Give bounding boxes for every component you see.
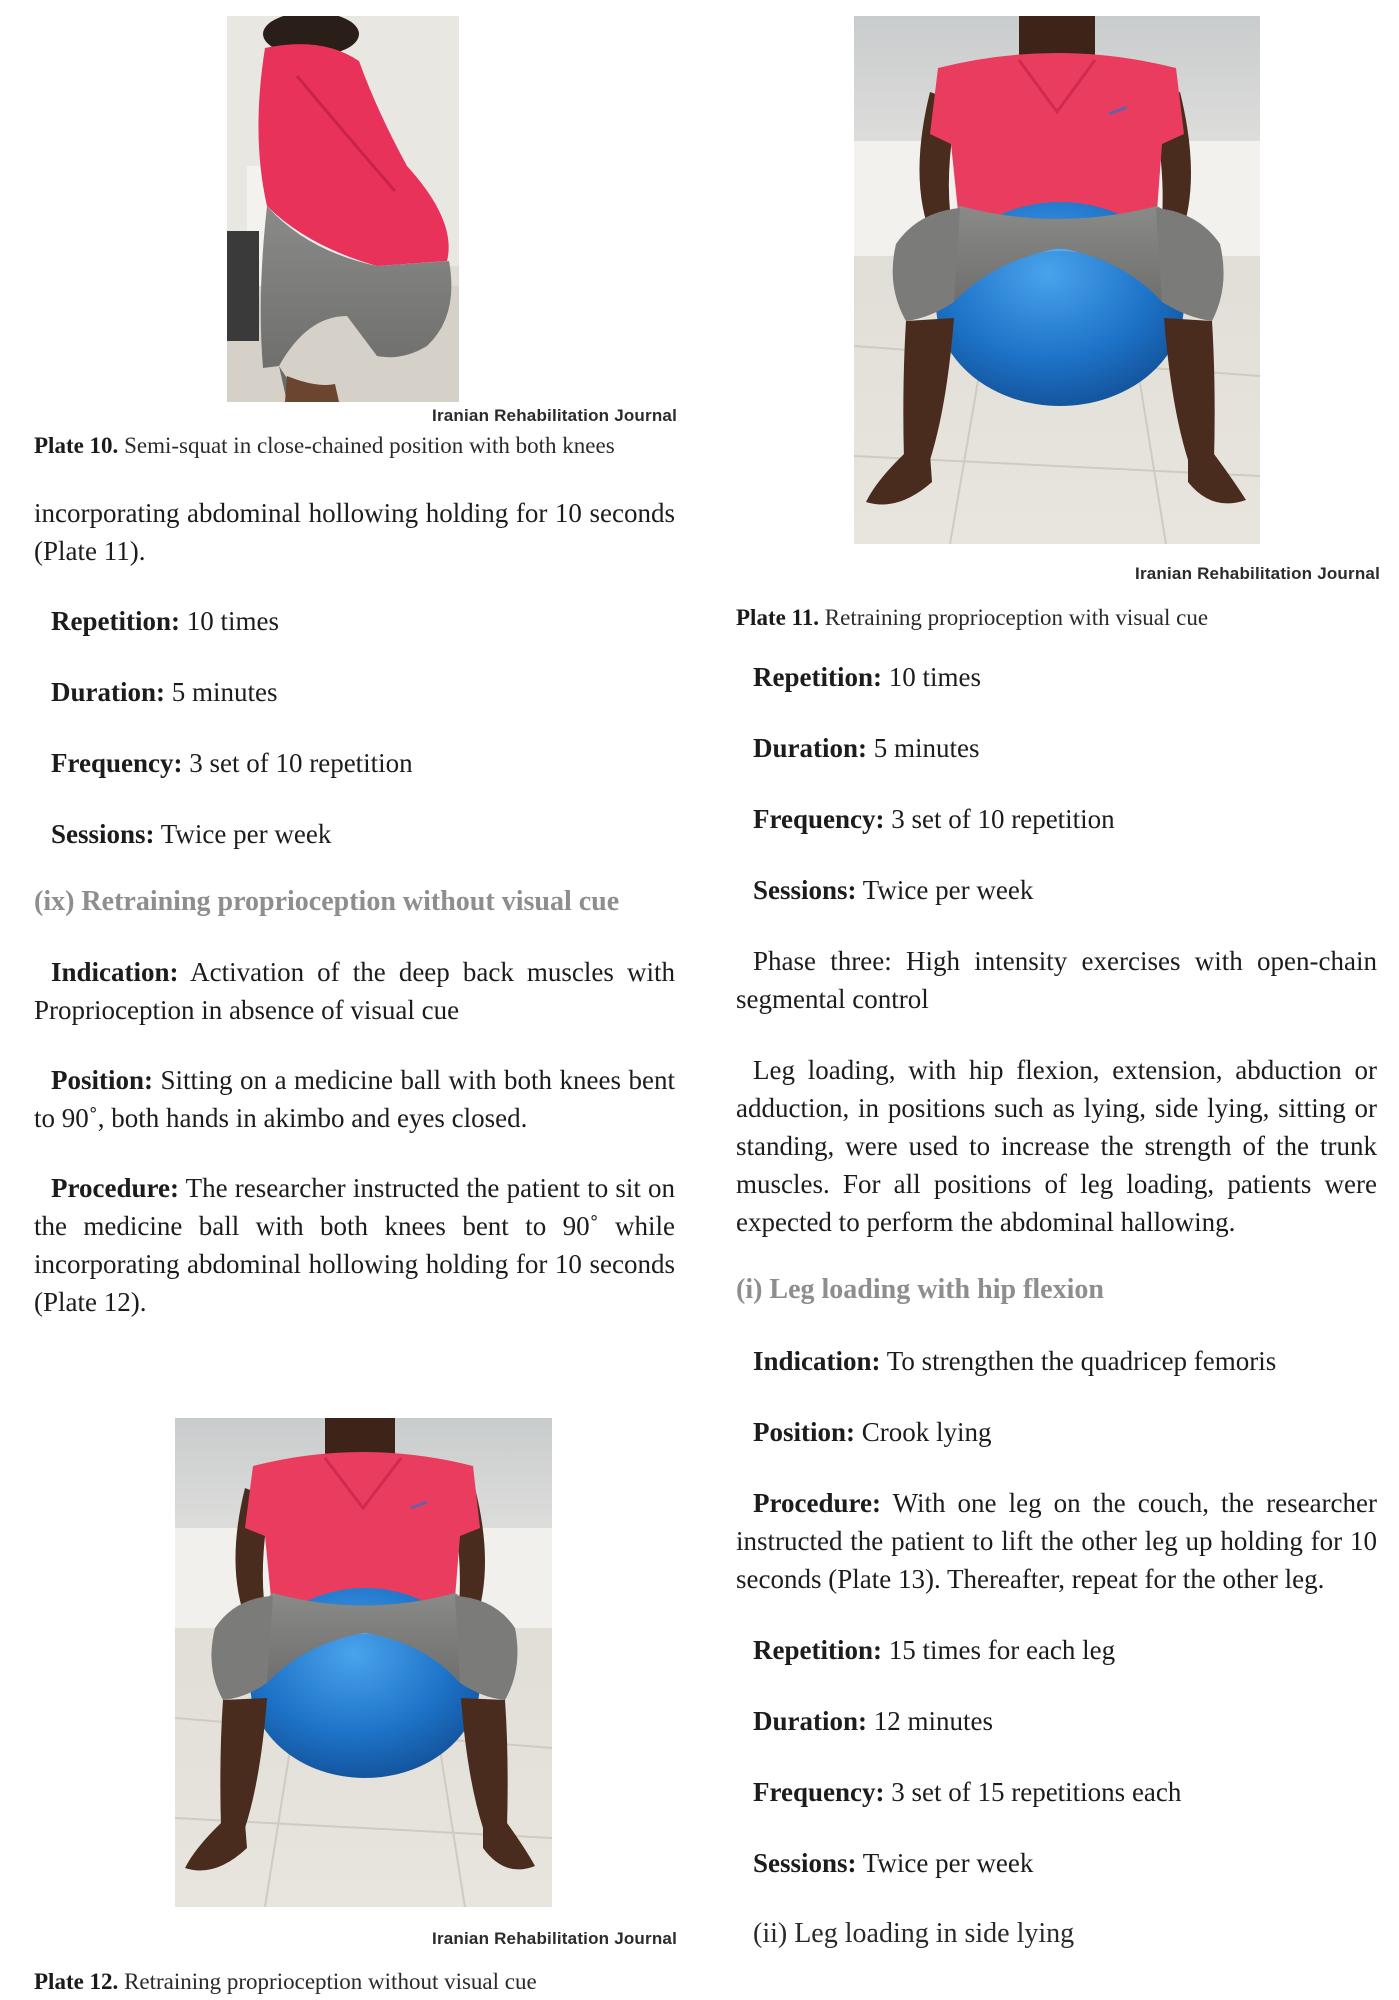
field-value: Twice per week <box>862 1848 1034 1878</box>
position-label: Position: <box>51 1065 154 1095</box>
plate-12-label: Plate 12. <box>34 1969 119 1994</box>
duration-field <box>736 1702 1377 1740</box>
journal-watermark-plate-12: Iranian Rehabilitation Journal <box>432 1929 677 1948</box>
plate-12-caption <box>34 1966 675 1998</box>
plate-12-photo <box>175 1418 552 1907</box>
field-label: Sessions: <box>753 875 857 905</box>
plate-11-caption-text: Retraining proprioception with visual cue <box>824 605 1209 630</box>
right-fields-b <box>736 1631 1377 1882</box>
field-value: 3 set of 10 repetition <box>189 748 413 778</box>
field-label: Sessions: <box>753 1848 857 1878</box>
procedure-label: Procedure: <box>753 1488 881 1518</box>
right-column <box>736 602 1377 1953</box>
position-field <box>736 1413 1377 1451</box>
plate-11-caption <box>736 602 1377 634</box>
journal-watermark-plate-10: Iranian Rehabilitation Journal <box>432 406 677 425</box>
plate-11-photo <box>854 16 1260 544</box>
position-value: Crook lying <box>861 1417 992 1447</box>
left-fields-a <box>34 602 675 853</box>
section-ix-heading: (ix) Retraining proprioception without visual cue <box>34 886 620 917</box>
repetition-field <box>34 602 675 640</box>
field-label: Repetition: <box>753 1635 882 1665</box>
field-value: 5 minutes <box>171 677 278 707</box>
right-fields-a <box>736 658 1377 909</box>
field-label: Duration: <box>753 1706 867 1736</box>
field-label: Frequency: <box>753 1777 885 1807</box>
field-value: 3 set of 10 repetition <box>891 804 1115 834</box>
field-label: Repetition: <box>51 606 180 636</box>
field-value: 5 minutes <box>873 733 980 763</box>
procedure-value: With one leg on the couch, the researcher instructed the patient to lift the other leg up holding for 10 seconds (Plate 13). Thereafter, repeat for the other leg. <box>736 1488 1378 1594</box>
plate-12-caption-block <box>34 1966 675 1998</box>
repetition-field <box>736 658 1377 696</box>
sessions-field <box>736 871 1377 909</box>
field-label: Frequency: <box>51 748 183 778</box>
journal-watermark-plate-11: Iranian Rehabilitation Journal <box>1135 564 1380 583</box>
sessions-field <box>736 1844 1377 1882</box>
field-value: 3 set of 15 repetitions each <box>891 1777 1182 1807</box>
plate-10-caption <box>34 430 675 462</box>
procedure-label: Procedure: <box>51 1173 179 1203</box>
phase-three-paragraph: Phase three: High intensity exercises with open-chain segmental control <box>736 946 1377 1014</box>
plate-12-caption-text: Retraining proprioception without visual cue <box>124 1969 537 1994</box>
field-value: Twice per week <box>862 875 1034 905</box>
procedure-paragraph <box>736 1484 1377 1598</box>
duration-field <box>736 729 1377 767</box>
field-value: 15 times for each leg <box>888 1635 1116 1665</box>
position-label: Position: <box>753 1417 856 1447</box>
repetition-field <box>736 1631 1377 1669</box>
section-i-heading: (i) Leg loading with hip flexion <box>736 1274 1104 1305</box>
plate-10-caption-text: Semi-squat in close-chained position with both knees <box>124 433 615 458</box>
field-value: Twice per week <box>160 819 332 849</box>
position-paragraph <box>34 1061 675 1137</box>
intro-paragraph: incorporating abdominal hollowing holding for 10 seconds (Plate 11). <box>34 498 675 566</box>
field-value: 10 times <box>186 606 279 636</box>
procedure-paragraph <box>34 1169 675 1321</box>
indication-label: Indication: <box>753 1346 881 1376</box>
plate-11-label: Plate 11. <box>736 605 820 630</box>
sessions-field <box>34 815 675 853</box>
plate-10-label: Plate 10. <box>34 433 119 458</box>
field-label: Duration: <box>51 677 165 707</box>
frequency-field <box>34 744 675 782</box>
plate-10-photo <box>227 16 459 402</box>
indication-paragraph <box>34 953 675 1029</box>
field-label: Duration: <box>753 733 867 763</box>
duration-field <box>34 673 675 711</box>
section-ii-heading: (ii) Leg loading in side lying <box>753 1918 1075 1949</box>
field-label: Sessions: <box>51 819 155 849</box>
field-value: 10 times <box>888 662 981 692</box>
field-value: 12 minutes <box>873 1706 993 1736</box>
position-value: Sitting on a medicine ball with both knees bent to 90˚, both hands in akimbo and eyes closed. <box>34 1065 675 1133</box>
frequency-field <box>736 800 1377 838</box>
leg-loading-paragraph: Leg loading, with hip flexion, extension, abduction or adduction, in positions such as lying, side lying, sitting or standing, were used to increase the strength of the trunk muscles. For all positions of leg loading, patients were expected to perform the abdominal hallowing. <box>736 1055 1377 1237</box>
indication-label: Indication: <box>51 957 179 987</box>
indication-value: To strengthen the quadricep femoris <box>886 1346 1277 1376</box>
field-label: Repetition: <box>753 662 882 692</box>
procedure-value: The researcher instructed the patient to sit on the medicine ball with both knees bent to 90˚ while incorporating abdominal hollowing holding for 10 seconds (Plate 12). <box>34 1173 675 1317</box>
field-label: Frequency: <box>753 804 885 834</box>
frequency-field <box>736 1773 1377 1811</box>
left-column <box>34 430 675 1321</box>
indication-value: Activation of the deep back muscles with Proprioception in absence of visual cue <box>34 957 675 1025</box>
indication-field <box>736 1342 1377 1380</box>
